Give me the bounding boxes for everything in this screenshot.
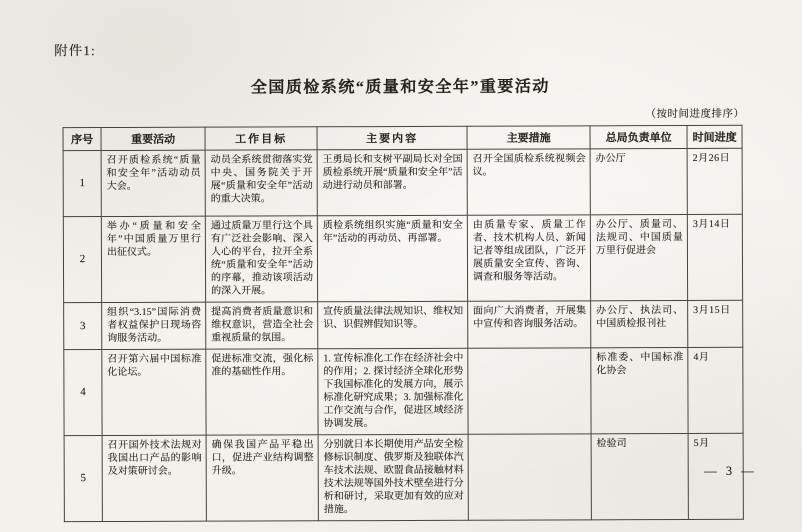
unit-cell: 检验司 — [591, 433, 688, 519]
page-number: — 3 — — [704, 463, 757, 478]
row-number: 3 — [64, 303, 102, 350]
content-cell: 分别就日本长期使用产品安全检修标识制度、俄罗斯及独联体汽车技术法规、欧盟食品接触材料技术法规等国外技术壁垒进行分析和研讨，采取更加有效的应对措施。 — [318, 434, 468, 521]
row-number: 2 — [63, 217, 101, 303]
header-activity: 重要活动 — [101, 127, 205, 150]
measures-cell: 由质量专家、质量工作者、技术机构人员、新闻记者等组成团队，广泛开展质量安全宣传、咨询、调查和服务等活动。 — [467, 215, 590, 301]
activities-table — [63, 125, 744, 522]
unit-cell: 办公厅 — [590, 149, 687, 215]
unit-cell: 标准委、中国标准化协会 — [591, 347, 688, 433]
header-measures: 主要措施 — [467, 126, 590, 149]
header-unit: 总局负责单位 — [590, 126, 687, 149]
measures-cell: 面向广大消费者，开展集中宣传和咨询服务活动。 — [468, 301, 591, 348]
content-cell: 王勇局长和支树平副局长对全国质检系统开展“质量和安全年”活动进行动员和部署。 — [317, 149, 467, 216]
row-number: 4 — [64, 350, 102, 436]
header-content: 主要内容 — [317, 126, 467, 150]
measures-cell — [468, 348, 591, 434]
table-row — [64, 347, 743, 435]
goal-cell: 动员全系统贯彻落实党中央、国务院关于开展“质量和安全年”活动的重大决策。 — [205, 150, 317, 216]
content-cell: 宣传质量法律法规知识、维权知识、识假辨假知识等。 — [318, 301, 468, 349]
unit-cell: 办公厅、质量司、法规司、中国质量万里行促进会 — [590, 215, 687, 301]
schedule-cell: 3月15日 — [688, 300, 743, 347]
goal-cell: 通过质量万里行这个具有广泛社会影响、深入人心的平台，拉开全系统“质量和安全年”活动的序幕，推动该项活动的深入开展。 — [205, 216, 317, 302]
goal-cell: 确保我国产品平稳出口，促进产业结构调整升级。 — [206, 435, 318, 521]
measures-cell — [468, 434, 591, 520]
goal-cell: 提高消费者质量意识和维权意识，营造全社会重视质量的氛围。 — [206, 302, 318, 349]
unit-cell: 办公厅、执法司、中国质检报刊社 — [591, 300, 688, 347]
schedule-cell: 3月14日 — [687, 214, 742, 300]
table-row — [64, 300, 743, 349]
activity-cell: 组织“3.15”国际消费者权益保护日现场咨询服务活动。 — [102, 302, 206, 349]
content-cell: 1. 宣传标准化工作在经济社会中的作用；2. 探讨经济全球化形势下我国标准化的发展方向，展示标准化研究成果；3. 加强标准化工作交流与合作，促进区域经济协调发展。 — [318, 348, 468, 435]
activity-cell: 召开国外技术法规对我国出口产品的影响及对策研讨会。 — [102, 435, 206, 521]
schedule-cell: 4月 — [688, 347, 743, 433]
activity-cell: 召开质检系统“质量和安全年”活动动员大会。 — [101, 150, 205, 216]
header-schedule: 时间进度 — [687, 125, 742, 148]
schedule-cell: 2月26日 — [687, 148, 742, 214]
row-number: 1 — [63, 151, 101, 217]
measures-cell: 召开全国质检系统视频会议。 — [467, 149, 590, 215]
goal-cell: 促进标准交流，强化标准的基础性作用。 — [206, 349, 318, 435]
document-title: 全国质检系统“质量和安全年”重要活动 — [250, 78, 550, 97]
sort-order-note: （按时间进度排序） — [645, 108, 745, 121]
header-goal: 工作目标 — [205, 127, 317, 150]
activity-cell: 召开第六届中国标准化论坛。 — [102, 349, 206, 435]
activity-cell: 举办“质量和安全年”中国质量万里行出征仪式。 — [101, 216, 205, 302]
schedule-cell: 5月 — [688, 433, 743, 519]
header-no: 序号 — [63, 128, 101, 151]
row-number: 5 — [64, 436, 102, 522]
table-header-row — [63, 125, 742, 150]
attachment-label: 附件1: — [54, 43, 96, 59]
table-row — [63, 214, 742, 302]
content-cell: 质检系统组织实施“质量和安全年”活动的再动员、再部署。 — [317, 215, 467, 302]
table-row — [64, 433, 743, 521]
table-row — [63, 148, 742, 216]
